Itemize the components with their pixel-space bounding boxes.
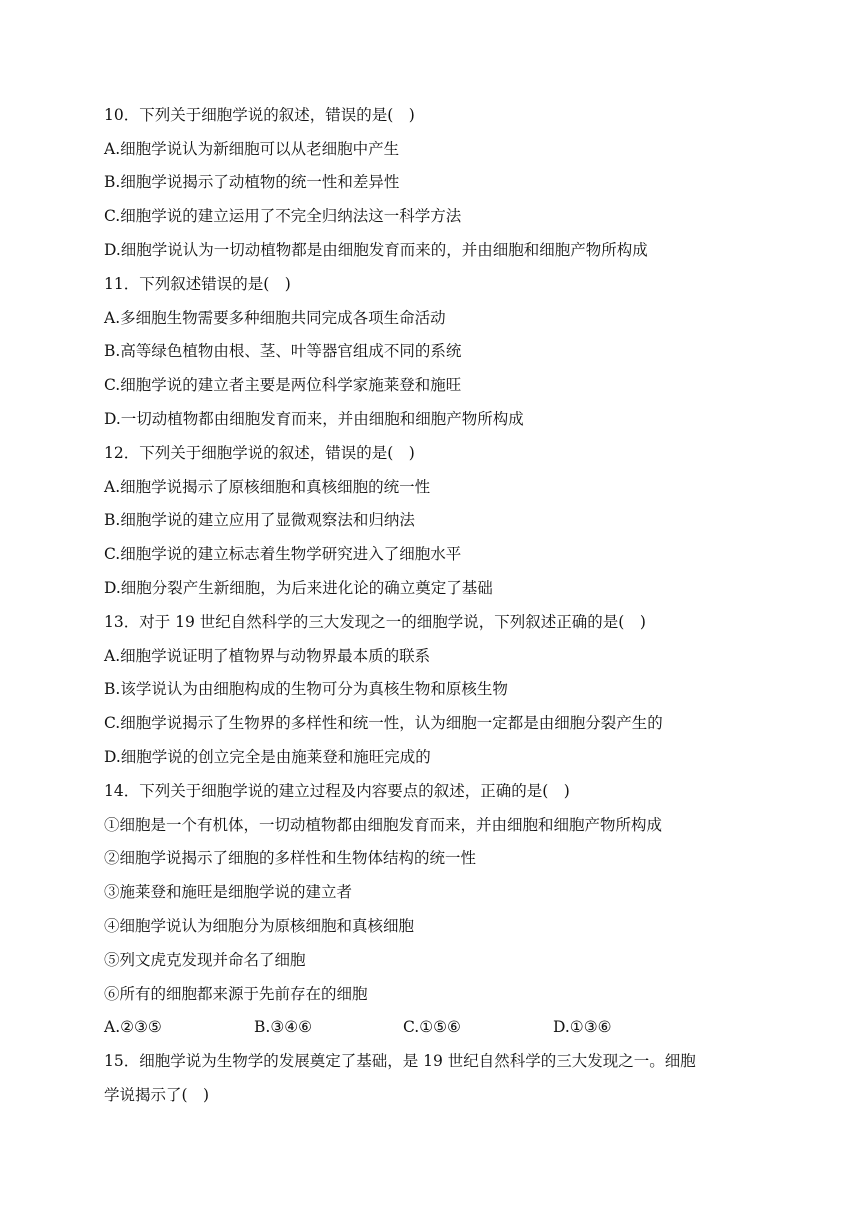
question-15-stem-line-2: 学说揭示了( ) [104,1086,210,1104]
question-10-option-b: B.细胞学说揭示了动植物的统一性和差异性 [104,173,400,191]
question-13-option-d: D.细胞学说的创立完全是由施莱登和施旺完成的 [104,748,431,766]
question-11-stem: 11．下列叙述错误的是( ) [104,275,291,293]
question-13-stem: 13．对于 19 世纪自然科学的三大发现之一的细胞学说，下列叙述正确的是( ) [104,613,646,631]
question-14-option-b: B.③④⑥ [254,1018,313,1036]
question-12-option-a: A.细胞学说揭示了原核细胞和真核细胞的统一性 [104,478,431,496]
question-10-option-c: C.细胞学说的建立运用了不完全归纳法这一科学方法 [104,207,462,225]
question-13-option-a: A.细胞学说证明了植物界与动物界最本质的联系 [104,647,431,665]
question-13-option-c: C.细胞学说揭示了生物界的多样性和统一性，认为细胞一定都是由细胞分裂产生的 [104,714,663,732]
question-14-statement-1: ①细胞是一个有机体，一切动植物都由细胞发育而来，并由细胞和细胞产物所构成 [104,816,663,834]
question-10-option-a: A.细胞学说认为新细胞可以从老细胞中产生 [104,140,400,158]
question-11-option-b: B.高等绿色植物由根、茎、叶等器官组成不同的系统 [104,342,462,360]
question-11-option-d: D.一切动植物都由细胞发育而来，并由细胞和细胞产物所构成 [104,410,524,428]
question-14-option-c: C.①⑤⑥ [403,1018,461,1036]
question-10-stem: 10．下列关于细胞学说的叙述，错误的是( ) [104,106,415,124]
question-11-option-c: C.细胞学说的建立者主要是两位科学家施莱登和施旺 [104,376,462,394]
question-14-option-d: D.①③⑥ [553,1018,612,1036]
question-12-stem: 12．下列关于细胞学说的叙述，错误的是( ) [104,444,415,462]
question-14-options-row [104,1016,764,1038]
question-14-statement-4: ④细胞学说认为细胞分为原核细胞和真核细胞 [104,917,415,935]
question-14-stem: 14．下列关于细胞学说的建立过程及内容要点的叙述，正确的是( ) [104,782,570,800]
question-12-option-d: D.细胞分裂产生新细胞，为后来进化论的确立奠定了基础 [104,579,493,597]
question-12-option-b: B.细胞学说的建立应用了显微观察法和归纳法 [104,511,415,529]
question-14-statement-2: ②细胞学说揭示了细胞的多样性和生物体结构的统一性 [104,849,477,867]
question-11-option-a: A.多细胞生物需要多种细胞共同完成各项生命活动 [104,309,446,327]
question-14-option-a: A.②③⑤ [104,1018,162,1036]
question-14-statement-6: ⑥所有的细胞都来源于先前存在的细胞 [104,985,368,1003]
question-12-option-c: C.细胞学说的建立标志着生物学研究进入了细胞水平 [104,545,462,563]
question-10-option-d: D.细胞学说认为一切动植物都是由细胞发育而来的，并由细胞和细胞产物所构成 [104,241,648,259]
question-14-statement-5: ⑤列文虎克发现并命名了细胞 [104,951,306,969]
question-14-statement-3: ③施莱登和施旺是细胞学说的建立者 [104,883,353,901]
question-13-option-b: B.该学说认为由细胞构成的生物可分为真核生物和原核生物 [104,680,508,698]
question-15-stem-line-1: 15．细胞学说为生物学的发展奠定了基础，是 19 世纪自然科学的三大发现之一。细胞 [104,1052,696,1070]
